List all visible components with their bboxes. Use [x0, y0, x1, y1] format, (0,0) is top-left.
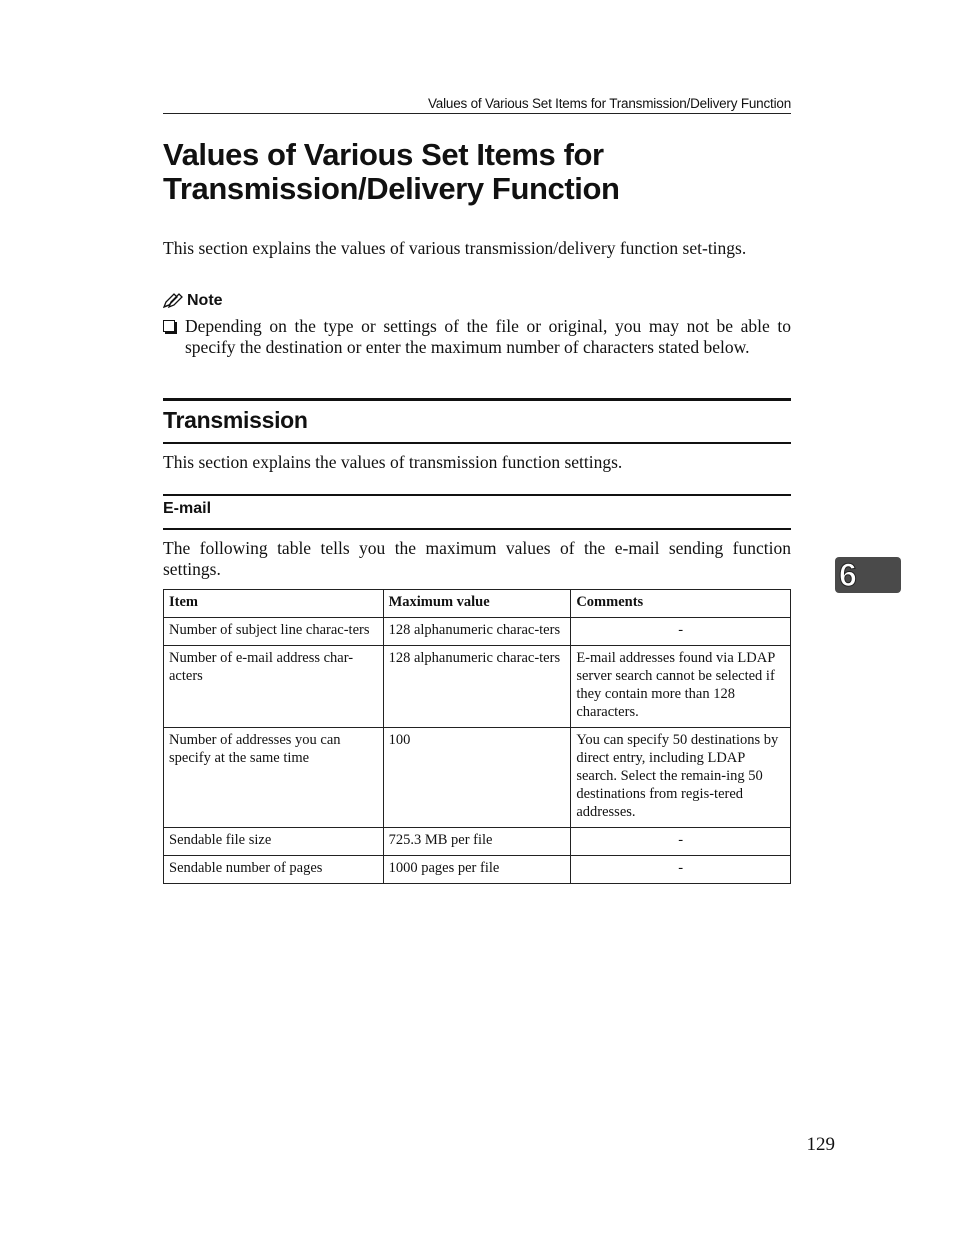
table-row — [164, 856, 791, 884]
chapter-number: 6 — [839, 557, 857, 593]
pencil-icon — [163, 293, 183, 309]
table-cell-maximum-value: 725.3 MB per file — [383, 828, 571, 856]
column-header-item: Item — [164, 590, 384, 618]
table-row — [164, 728, 791, 828]
chapter-tab — [835, 557, 901, 593]
running-header: Values of Various Set Items for Transmission/Delivery Function — [163, 96, 791, 114]
page-title — [163, 138, 803, 206]
section-heading: Transmission — [163, 407, 308, 433]
subsection-rule-bottom — [163, 528, 791, 530]
note-item-text: Depending on the type or settings of the file or original, you may not be able to specify the destination or enter the maximum number of characters stated below. — [185, 316, 791, 357]
table-row — [164, 646, 791, 728]
section-rule-top — [163, 398, 791, 401]
table-cell-item: Number of e-mail address char-acters — [164, 646, 384, 728]
table-cell-maximum-value: 1000 pages per file — [383, 856, 571, 884]
section-description: This section explains the values of transmission function settings. — [163, 452, 623, 472]
column-header-comments: Comments — [571, 590, 791, 618]
table-cell-maximum-value: 128 alphanumeric charac-ters — [383, 646, 571, 728]
page-title-line1: Values of Various Set Items for — [163, 137, 604, 172]
subsection-description: The following table tells you the maximum values of the e-mail sending function settings. — [163, 538, 791, 579]
table-header-row — [164, 590, 791, 618]
page-number: 129 — [806, 1134, 835, 1155]
table-row — [164, 618, 791, 646]
table-cell-comments: - — [571, 856, 791, 884]
table-cell-item: Number of addresses you can specify at the same time — [164, 728, 384, 828]
table-cell-comments: - — [571, 828, 791, 856]
subsection-heading: E-mail — [163, 500, 212, 517]
page-title-line2: Transmission/Delivery Function — [163, 171, 620, 206]
values-table — [163, 589, 791, 884]
note-label: Note — [187, 292, 223, 309]
table-cell-item: Sendable file size — [164, 828, 384, 856]
table-cell-item: Sendable number of pages — [164, 856, 384, 884]
table-cell-maximum-value: 128 alphanumeric charac-ters — [383, 618, 571, 646]
note-item — [163, 316, 791, 358]
checkbox-bullet-icon — [163, 320, 175, 332]
table-cell-comments: You can specify 50 destinations by direct entry, including LDAP search. Select the remain-ing 50 destinations from regis-tered addresses. — [571, 728, 791, 828]
table-cell-maximum-value: 100 — [383, 728, 571, 828]
table-cell-comments: E-mail addresses found via LDAP server search cannot be selected if they contain more than 128 characters. — [571, 646, 791, 728]
column-header-maximum-value: Maximum value — [383, 590, 571, 618]
section-rule-bottom — [163, 442, 791, 444]
intro-paragraph: This section explains the values of various transmission/delivery function set-tings. — [163, 238, 747, 258]
table-row — [164, 828, 791, 856]
note-heading — [163, 292, 223, 310]
subsection-rule-top — [163, 494, 791, 496]
table-cell-comments: - — [571, 618, 791, 646]
table-cell-item: Number of subject line charac-ters — [164, 618, 384, 646]
